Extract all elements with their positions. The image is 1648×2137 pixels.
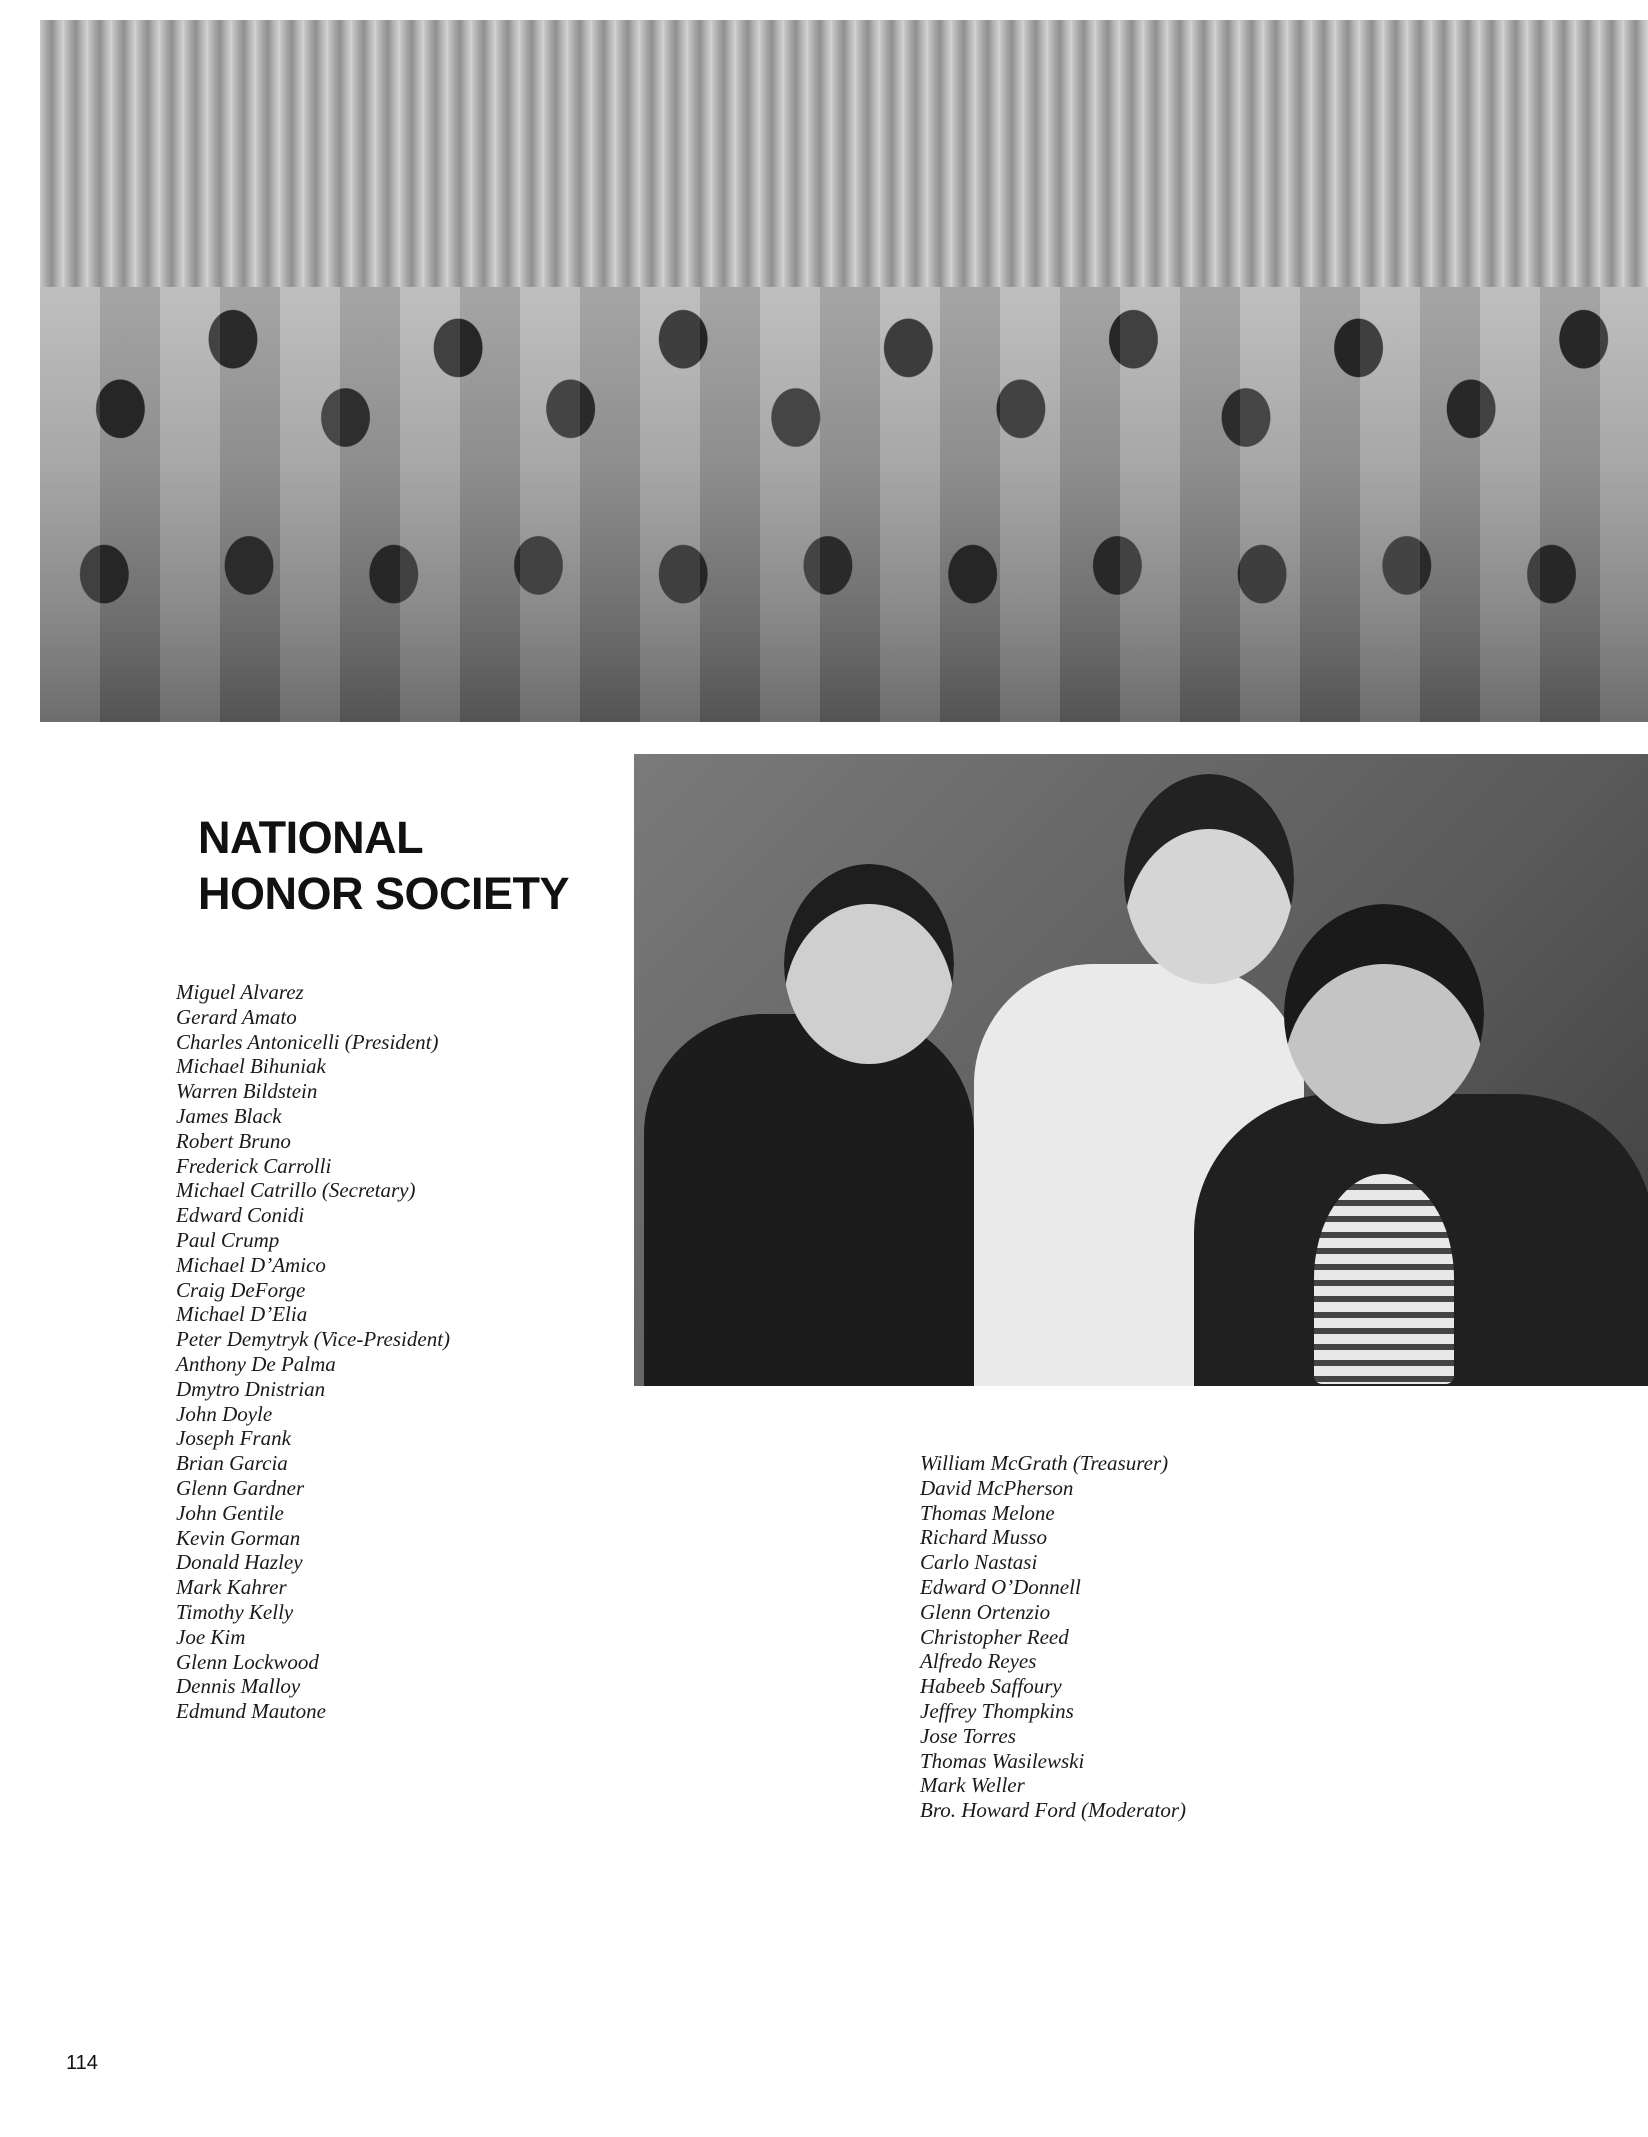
member-name: Glenn Ortenzio [920,1599,1051,1624]
member-name: Donald Hazley [176,1550,303,1575]
member-name: John Doyle [176,1401,273,1426]
member-name: Joseph Frank [176,1426,291,1451]
member-name: Habeeb Saffoury [920,1674,1062,1699]
member-name: Miguel Alvarez [176,980,304,1004]
member-name: Kevin Gorman [176,1525,301,1550]
member-name: Michael Catrillo (Secretary) [176,1178,416,1203]
member-name: Thomas Wasilewski [920,1748,1085,1773]
member-name: Mark Kahrer [176,1575,287,1600]
students-group-shading [40,287,1648,722]
officer-right-shirt [1314,1174,1454,1384]
member-name: Bro. Howard Ford (Moderator) [920,1798,1186,1823]
member-name: Thomas Melone [920,1500,1055,1525]
member-name: Robert Bruno [176,1128,291,1153]
page-title-line-1: NATIONAL [198,812,424,864]
officer-left-body [644,1014,974,1386]
member-name: Gerard Amato [176,1004,297,1029]
member-list-left [176,980,616,1724]
member-name: Jose Torres [920,1723,1016,1748]
member-name: Timothy Kelly [176,1599,294,1624]
member-name: Glenn Gardner [176,1475,305,1500]
officer-left-head [784,864,954,1064]
member-name: Anthony De Palma [176,1351,336,1376]
member-name: Jeffrey Thompkins [920,1698,1074,1723]
member-name: Edmund Mautone [176,1699,326,1724]
member-name: Edward Conidi [176,1203,305,1228]
member-list-right [920,1451,1360,1823]
officer-center-head [1124,774,1294,984]
member-name: Warren Bildstein [176,1079,318,1104]
member-name: Charles Antonicelli (President) [176,1029,439,1054]
member-name: Michael D’Amico [176,1252,326,1277]
member-name: Carlo Nastasi [920,1550,1038,1575]
member-name: Christopher Reed [920,1624,1069,1649]
page-title [198,810,638,922]
officer-right-head [1284,904,1484,1124]
member-name: William McGrath (Treasurer) [920,1451,1169,1475]
member-name: Michael D’Elia [176,1302,308,1327]
page-number: 114 [66,2052,98,2074]
member-name: Craig DeForge [176,1277,306,1302]
member-name: Alfredo Reyes [920,1649,1037,1674]
page-title-line-2: HONOR SOCIETY [198,868,570,920]
member-name: Dmytro Dnistrian [176,1376,326,1401]
member-name: James Black [176,1103,282,1128]
member-name: Paul Crump [176,1227,280,1252]
member-name: Joe Kim [176,1624,246,1649]
member-name: Richard Musso [920,1525,1047,1550]
member-name: David McPherson [920,1475,1074,1500]
member-name: Brian Garcia [176,1451,288,1476]
member-name: Peter Demytryk (Vice-President) [176,1327,451,1352]
member-name: Glenn Lockwood [176,1649,319,1674]
member-name: Michael Bihuniak [176,1054,326,1079]
group-photo [40,20,1648,722]
officers-photo [634,754,1648,1386]
member-name: Frederick Carrolli [176,1153,332,1178]
member-name: Mark Weller [920,1773,1025,1798]
member-name: Edward O’Donnell [920,1574,1081,1599]
member-name: John Gentile [176,1500,284,1525]
member-name: Dennis Malloy [176,1674,301,1699]
